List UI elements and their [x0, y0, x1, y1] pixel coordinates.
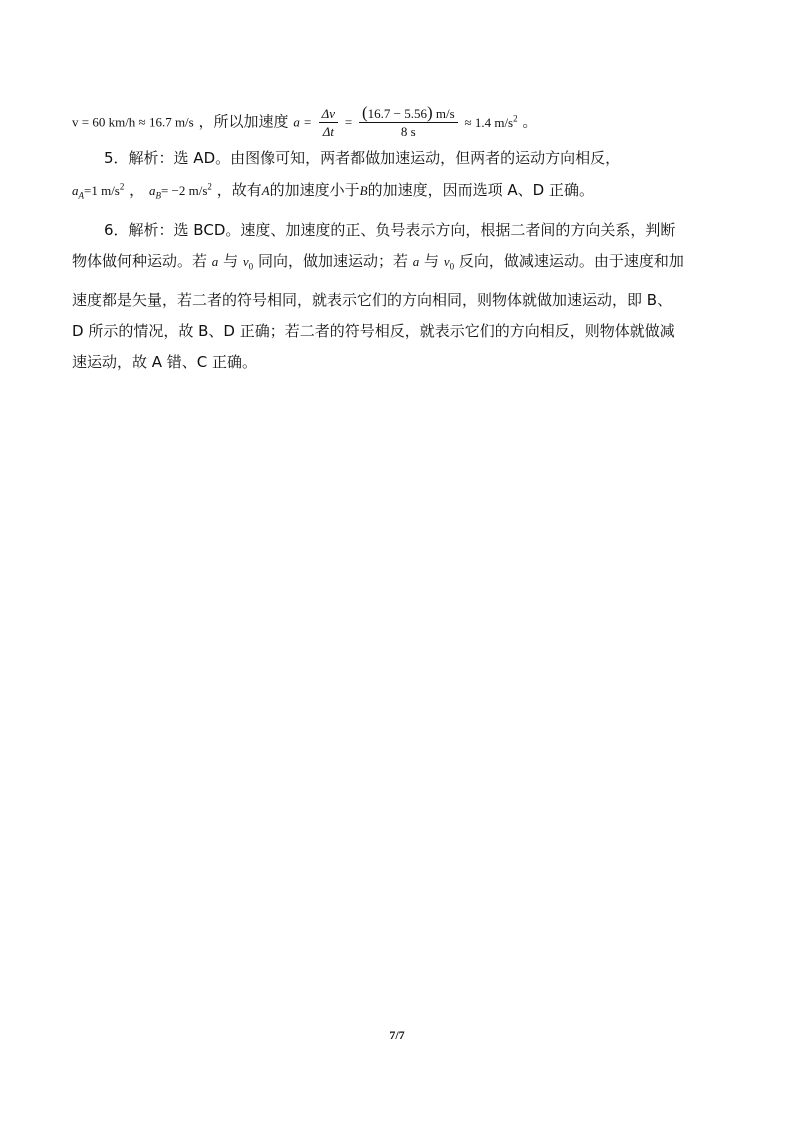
- velocity-formula: v = 60 km/h ≈ 16.7 m/s: [72, 114, 194, 130]
- separator: ，: [129, 181, 145, 199]
- aA-exponent: 2: [119, 181, 125, 192]
- var-a-2: a: [412, 254, 420, 269]
- numerator-expression: 16.7 − 5.56: [367, 106, 427, 121]
- q6-text-d: 与: [424, 252, 440, 270]
- value-fraction: [359, 105, 458, 139]
- value-denominator: 8 s: [400, 124, 416, 139]
- v0-symbol-1: [242, 254, 254, 272]
- q6-text-e: 反向，做减速运动。由于速度和加: [458, 252, 684, 270]
- text-so-acceleration: ，所以加速度: [198, 112, 289, 131]
- q6-line-2: [72, 251, 684, 272]
- q6-line-5: 速运动，故 A 错、C 正确。: [72, 353, 258, 371]
- acceleration-symbol: a =: [293, 114, 312, 130]
- q5-line-2: [72, 180, 594, 201]
- page-number: 7/7: [389, 1028, 405, 1042]
- aB-expression: [148, 181, 212, 201]
- v0-var-2: v: [443, 254, 450, 269]
- object-A: A: [261, 183, 270, 198]
- period: 。: [522, 112, 538, 131]
- acceleration-result: [464, 115, 517, 130]
- aB-value: = −2 m/s: [160, 183, 208, 198]
- aA-value: =1 m/s: [84, 183, 120, 198]
- value-numerator: (16.7 − 5.56) m/s: [359, 105, 458, 123]
- aA-var: a: [72, 183, 79, 198]
- aB-sub: B: [155, 190, 161, 201]
- var-a-1: a: [211, 254, 219, 269]
- q6-text-c: 同向，做加速运动；若: [257, 252, 408, 270]
- delta-fraction: [319, 106, 338, 139]
- formula-line: [72, 105, 537, 139]
- v0-var: v: [242, 254, 249, 269]
- q5-line-1: 5．解析：选 AD。由图像可知，两者都做加速运动，但两者的运动方向相反，: [104, 149, 621, 167]
- v0-sub-2: 0: [449, 261, 455, 272]
- equals-sign: =: [344, 114, 353, 130]
- q6-text-b: 与: [223, 252, 239, 270]
- aB-var: a: [148, 183, 156, 198]
- delta-v: Δv: [319, 106, 338, 123]
- aA-sub: A: [78, 190, 84, 201]
- aB-exponent: 2: [207, 181, 212, 192]
- q6-line-1: 6．解析：选 BCD。速度、加速度的正、负号表示方向，根据二者间的方向关系，判断: [104, 221, 676, 239]
- q6-line-3: 速度都是矢量，若二者的符号相同，就表示它们的方向相同，则物体就做加速运动，即 B、: [72, 291, 673, 309]
- result-value: ≈ 1.4 m/s: [464, 114, 514, 130]
- q5-text-1: ，故有: [216, 181, 262, 199]
- result-exponent: 2: [513, 113, 518, 124]
- q6-line-4: D 所示的情况，故 B、D 正确；若二者的符号相反，就表示它们的方向相反，则物体就做减: [72, 322, 675, 340]
- object-B: B: [359, 183, 368, 198]
- v0-sub: 0: [248, 261, 254, 272]
- numerator-unit: m/s: [435, 106, 455, 121]
- delta-t: Δt: [322, 123, 334, 139]
- q5-text-2: 的加速度小于: [269, 181, 360, 199]
- aA-expression: [72, 181, 125, 201]
- v0-symbol-2: [443, 254, 455, 272]
- q5-text-3: 的加速度，因而选项 A、D 正确。: [367, 181, 594, 199]
- q6-text-a: 物体做何种运动。若: [72, 252, 208, 270]
